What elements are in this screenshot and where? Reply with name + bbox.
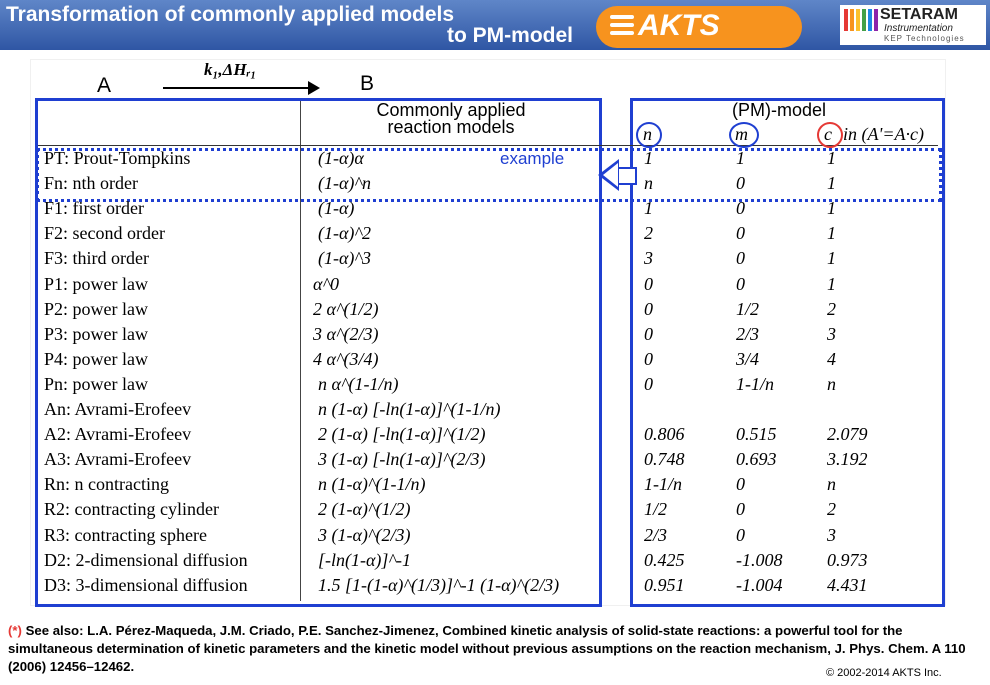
row-m-value: 0.515 — [736, 424, 777, 444]
row-n-value: 0 — [644, 324, 653, 344]
slide-title-line2: to PM-model — [447, 24, 573, 47]
setaram-logo — [840, 5, 986, 45]
row-c-value: 1 — [827, 248, 836, 268]
row-n-value: 1 — [644, 198, 653, 218]
row-c-value: 2.079 — [827, 424, 868, 444]
footnote-text: See also: L.A. Pérez-Maqueda, J.M. Criado, P.E. Sanchez-Jimenez, Combined kinetic analysis of solid-state reactions: a powerful tool for the simultaneous determination of kinetic parameters and the kinetic model without previous assumptions on the reaction mechanism, J. Phys. Chem. A 110 (2006) 12456–12462. — [8, 623, 966, 674]
setaram-tagline: KEP Technologies — [884, 34, 965, 43]
row-name: A2: Avrami-Erofeev — [44, 424, 192, 444]
row-n-value: 0.951 — [644, 575, 685, 595]
row-n-value: 2 — [644, 223, 653, 243]
row-m-value: -1.004 — [736, 575, 783, 595]
example-label: example — [500, 149, 565, 168]
row-name: P2: power law — [44, 299, 148, 319]
row-name: Rn: n contracting — [44, 474, 169, 494]
row-c-value: n — [827, 474, 836, 494]
arrow-label: k₁,ΔHᵣ₁ — [204, 60, 257, 79]
row-n-value: 0 — [644, 274, 653, 294]
row-formula: (1-α)^3 — [318, 248, 372, 268]
row-name: D3: 3-dimensional diffusion — [44, 575, 248, 595]
footnote-star: (*) — [8, 623, 22, 638]
row-n-value: 0.748 — [644, 449, 685, 469]
example-arrow-head-inner — [603, 163, 618, 187]
header-reaction-models: Commonly applied reaction models — [376, 100, 526, 137]
row-m-value: 0 — [736, 499, 745, 519]
row-formula: (1-α)α — [318, 148, 364, 168]
col-header-c: c — [824, 124, 832, 144]
row-m-value: 0.693 — [736, 449, 777, 469]
row-n-value: 0.425 — [644, 550, 685, 570]
setaram-name: SETARAM — [880, 6, 958, 23]
row-m-value: 0 — [736, 223, 745, 243]
col-header-m: m — [735, 124, 748, 144]
row-n-value: 1 — [644, 148, 653, 168]
copyright: © 2002-2014 AKTS Inc. — [826, 667, 942, 679]
akts-logo-text: AKTS — [638, 9, 720, 42]
row-name: PT: Prout-Tompkins — [44, 148, 191, 168]
row-name: Fn: nth order — [44, 173, 138, 193]
row-c-value: 4.431 — [827, 575, 868, 595]
example-arrow-icon — [617, 167, 637, 185]
arrow-head-icon — [308, 81, 320, 95]
row-c-value: 3 — [827, 324, 836, 344]
setaram-subtitle: Instrumentation — [884, 23, 953, 34]
row-c-value: n — [827, 374, 836, 394]
row-n-value: n — [644, 173, 653, 193]
akts-stripe-icon — [610, 23, 634, 27]
row-formula: n (1-α)^(1-1/n) — [318, 474, 426, 494]
row-n-value: 0 — [644, 374, 653, 394]
akts-logo — [596, 6, 802, 48]
row-formula: (1-α)^2 — [318, 223, 372, 243]
row-formula: 4 α^(3/4) — [313, 349, 379, 369]
row-name: F1: first order — [44, 198, 144, 218]
row-c-value: 1 — [827, 148, 836, 168]
row-formula: 2 (1-α)^(1/2) — [318, 499, 411, 519]
row-m-value: 2/3 — [736, 324, 760, 344]
row-name: Pn: power law — [44, 374, 148, 394]
row-name: R3: contracting sphere — [44, 525, 207, 545]
col-header-n: n — [643, 124, 652, 144]
row-formula: α^0 — [313, 274, 340, 294]
row-m-value: 0 — [736, 248, 745, 268]
akts-stripe-icon — [610, 31, 634, 35]
row-name: An: Avrami-Erofeev — [44, 399, 192, 419]
row-n-value: 1/2 — [644, 499, 668, 519]
row-m-value: 0 — [736, 198, 745, 218]
row-c-value: 0.973 — [827, 550, 868, 570]
row-formula: 3 (1-α) [-ln(1-α)]^(2/3) — [318, 449, 486, 469]
header-divider — [38, 145, 938, 146]
row-formula: (1-α) — [318, 198, 355, 218]
row-m-value: 0 — [736, 173, 745, 193]
row-name: F3: third order — [44, 248, 149, 268]
row-name: D2: 2-dimensional diffusion — [44, 550, 248, 570]
row-n-value: 1-1/n — [644, 474, 682, 494]
akts-stripe-icon — [610, 15, 634, 19]
row-c-value: 1 — [827, 274, 836, 294]
row-n-value: 2/3 — [644, 525, 668, 545]
slide-title-line1: Transformation of commonly applied models — [6, 3, 455, 26]
row-m-value: -1.008 — [736, 550, 783, 570]
row-n-value: 3 — [644, 248, 653, 268]
row-name: P1: power law — [44, 274, 148, 294]
row-m-value: 0 — [736, 474, 745, 494]
row-formula: (1-α)^n — [318, 173, 372, 193]
row-name: P4: power law — [44, 349, 148, 369]
header-pm-model: (PM)-model — [732, 100, 827, 120]
slide-header — [0, 0, 990, 50]
row-n-value: 0.806 — [644, 424, 685, 444]
row-m-value: 1-1/n — [736, 374, 774, 394]
label-b: B — [360, 72, 375, 95]
label-a: A — [97, 74, 112, 97]
row-name: A3: Avrami-Erofeev — [44, 449, 192, 469]
row-m-value: 0 — [736, 525, 745, 545]
row-formula: 1.5 [1-(1-α)^(1/3)]^-1 (1-α)^(2/3) — [318, 575, 560, 595]
row-m-value: 1 — [736, 148, 745, 168]
row-c-value: 3.192 — [827, 449, 868, 469]
row-formula: n α^(1-1/n) — [318, 374, 399, 394]
row-formula: 3 (1-α)^(2/3) — [318, 525, 411, 545]
row-c-value: 1 — [827, 198, 836, 218]
row-formula: [-ln(1-α)]^-1 — [318, 550, 412, 570]
row-formula: 2 α^(1/2) — [313, 299, 379, 319]
row-c-value: 4 — [827, 349, 836, 369]
row-formula: 3 α^(2/3) — [313, 324, 379, 344]
row-name: P3: power law — [44, 324, 148, 344]
row-n-value: 0 — [644, 349, 653, 369]
row-c-value: 2 — [827, 299, 836, 319]
row-n-value: 0 — [644, 299, 653, 319]
reaction-arrow — [163, 87, 313, 89]
row-name: F2: second order — [44, 223, 165, 243]
row-c-value: 1 — [827, 173, 836, 193]
row-formula: n (1-α) [-ln(1-α)]^(1-1/n) — [318, 399, 501, 419]
row-formula: 2 (1-α) [-ln(1-α)]^(1/2) — [318, 424, 486, 444]
row-name: R2: contracting cylinder — [44, 499, 219, 519]
row-c-value: 3 — [827, 525, 836, 545]
row-m-value: 0 — [736, 274, 745, 294]
row-m-value: 1/2 — [736, 299, 760, 319]
row-m-value: 3/4 — [736, 349, 760, 369]
row-c-value: 2 — [827, 499, 836, 519]
row-c-value: 1 — [827, 223, 836, 243]
col-header-c-suffix: in (A'=A·c) — [843, 124, 924, 144]
